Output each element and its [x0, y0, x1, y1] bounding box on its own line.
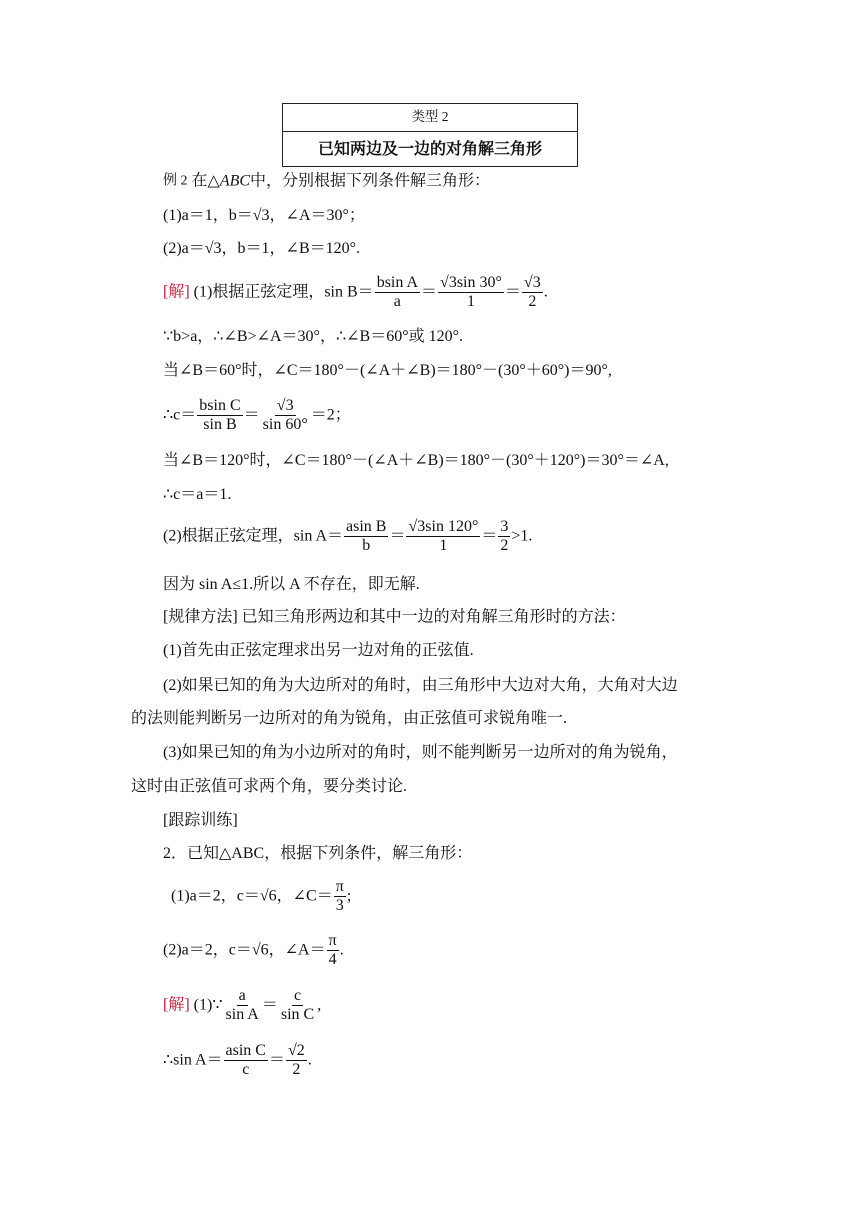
fraction-c-over-sinC: [279, 987, 316, 1024]
example-intro: [163, 173, 490, 189]
because-line: ∵b>a，∴∠B>∠A＝30°，∴∠B＝60°或 120°.: [163, 328, 464, 345]
fraction-asinC-over-c: [224, 1042, 268, 1079]
case-60-line: 当∠B＝60°时，∠C＝180°－(∠A＋∠B)＝180°－(30°＋60°)＝90°,: [163, 362, 612, 379]
fraction-numerator: √3: [523, 274, 541, 291]
fraction-numerator: bsin C: [199, 397, 241, 414]
method-intro-line: [163, 609, 626, 625]
fraction-root3-over-2: [522, 274, 543, 311]
section-title: 已知两边及一边的对角解三角形: [317, 139, 542, 158]
fraction-numerator: a: [238, 987, 246, 1004]
case-120-line: 当∠B＝120°时，∠C＝180°－(∠A＋∠B)＝180°－(30°＋120°)＝30°＝∠A,: [163, 452, 669, 469]
method-3b: 这时由正弦值可求两个角，要分类讨论.: [131, 778, 408, 795]
fraction-pi-over-4: [327, 932, 339, 969]
fraction-bsinA-over-a: [375, 274, 420, 311]
fraction-denominator: 4: [328, 951, 337, 968]
example-intro-a: 在△: [191, 172, 220, 190]
fraction-root2-over-2: [286, 1042, 307, 1079]
c-value-end: ＝2；: [310, 406, 351, 424]
fraction-a-over-sinA: [224, 987, 261, 1024]
equals-sign: ＝: [268, 1051, 285, 1069]
fraction-numerator: √3: [276, 397, 294, 414]
condition-2: (2)a＝√3，b＝1，∠B＝120°.: [163, 240, 361, 257]
c-value-line-2: ∴c＝a＝1.: [163, 486, 232, 503]
fraction-3-over-2: [498, 518, 510, 555]
solution-part2-line: (2)根据正弦定理，sin A＝ $\frac{\text{asin B}}{b}$ ＝ $\frac{√3\sin 120^\circ}{1}$ ＝ $\frac{3}{2}$ >1.: [163, 518, 533, 554]
condition-1: (1)a＝1，b＝√3，∠A＝30°；: [163, 207, 365, 224]
training-condition-2: [163, 932, 344, 969]
fraction-numerator: √2: [288, 1042, 305, 1059]
fraction-numerator: c: [293, 987, 302, 1004]
method-3a: (3)如果已知的角为小边所对的角时，则不能判断另一边所对的角为锐角，: [163, 744, 678, 761]
fraction-denominator: 2: [500, 537, 509, 554]
training-solution-tag: [解]: [163, 996, 190, 1014]
training-tag: [跟踪训练]: [163, 812, 238, 829]
fraction-denominator: sin A: [225, 1006, 259, 1023]
fraction-denominator: 3: [335, 897, 344, 914]
training-condition-2-end: .: [339, 941, 344, 959]
section-label: 类型 2: [283, 104, 577, 132]
fraction-numerator: bsin A: [376, 274, 419, 291]
fraction-denominator: 1: [466, 293, 475, 310]
fraction-bsinC-over-sinB: [197, 397, 242, 434]
solution-tag: [解]: [163, 283, 190, 301]
solution-part1-end: .: [543, 283, 548, 301]
solution-part1-lead: (1)根据正弦定理，sin B＝: [193, 283, 374, 301]
fraction-pi-over-3: [334, 878, 346, 915]
training-solution-1-lead: (1)∵: [193, 996, 223, 1014]
method-1: (1)首先由正弦定理求出另一边对角的正弦值.: [163, 642, 474, 659]
fraction-asinB-over-b: [344, 518, 388, 555]
fraction-denominator: c: [242, 1061, 250, 1078]
example-intro-b: 中，分别根据下列条件解三角形：: [250, 172, 491, 190]
fraction-numerator: asin B: [346, 518, 387, 535]
fraction-denominator: b: [362, 537, 371, 554]
fraction-numerator: 3: [500, 518, 509, 535]
training-condition-2-lead: (2)a＝2，c＝√6，∠A＝: [163, 941, 326, 959]
section-header-box: [282, 103, 578, 167]
fraction-denominator: 2: [528, 293, 537, 310]
training-condition-1-lead: (1)a＝2，c＝√6，∠C＝: [171, 887, 333, 905]
training-solution-2: [163, 1042, 312, 1079]
training-condition-1-end: ;: [346, 887, 352, 905]
training-solution-1: [163, 987, 321, 1024]
no-solution-line: 因为 sin A≤1.所以 A 不存在，即无解.: [163, 576, 420, 593]
solution-part2-end: >1.: [511, 527, 533, 545]
method-2a: (2)如果已知的角为大边所对的角时，由三角形中大边对大角，大角对大边: [163, 677, 678, 694]
fraction-numerator: π: [328, 932, 337, 949]
solution-part1-line: [解] (1)根据正弦定理，sin B＝ $\frac{\text{bsin A}}{a}$ ＝ $\frac{√3\sin 30^\circ}{1}$ ＝ $\frac{√3}{2}$ .: [163, 274, 548, 310]
fraction-denominator: 1: [439, 537, 448, 554]
method-2b: 的法则能判断另一边所对的角为锐角，由正弦值可求锐角唯一.: [131, 710, 568, 727]
method-tag: [规律方法]: [163, 608, 238, 626]
training-solution-1-end: ,: [317, 996, 322, 1014]
method-intro: 已知三角形两边和其中一边的对角解三角形时的方法：: [241, 608, 626, 626]
fraction-denominator: sin C: [280, 1006, 315, 1023]
training-question: 2．已知△ABC，根据下列条件，解三角形：: [163, 845, 473, 862]
training-solution-2-end: .: [307, 1051, 312, 1069]
fraction-denominator: sin 60°: [262, 416, 308, 433]
fraction-root3-over-sin60: [261, 397, 310, 434]
fraction-root3sin120-over-1: [406, 518, 480, 555]
fraction-numerator: √3sin 120°: [408, 518, 479, 535]
fraction-root3sin30-over-1: [438, 274, 504, 311]
fraction-numerator: asin C: [225, 1042, 266, 1059]
solution-part2-lead: (2)根据正弦定理，sin A＝: [163, 527, 344, 545]
fraction-numerator: π: [335, 878, 344, 895]
example-label: 例 2: [163, 173, 188, 189]
fraction-denominator: sin B: [203, 416, 237, 433]
c-value-line-1: ∴c＝ $\frac{\text{bsin C}}{\text{sin B}}$ ＝ $\frac{√3}{\sin 60^\circ}$ ＝2；: [163, 397, 351, 433]
equals-sign: ＝: [261, 996, 278, 1014]
training-condition-1: [171, 878, 351, 915]
c-value-lead: ∴c＝: [163, 406, 197, 424]
fraction-denominator: a: [393, 293, 401, 310]
fraction-denominator: 2: [292, 1061, 301, 1078]
fraction-numerator: √3sin 30°: [440, 274, 502, 291]
example-intro-abc: ABC: [219, 172, 251, 190]
training-solution-2-lead: ∴sin A＝: [163, 1051, 223, 1069]
